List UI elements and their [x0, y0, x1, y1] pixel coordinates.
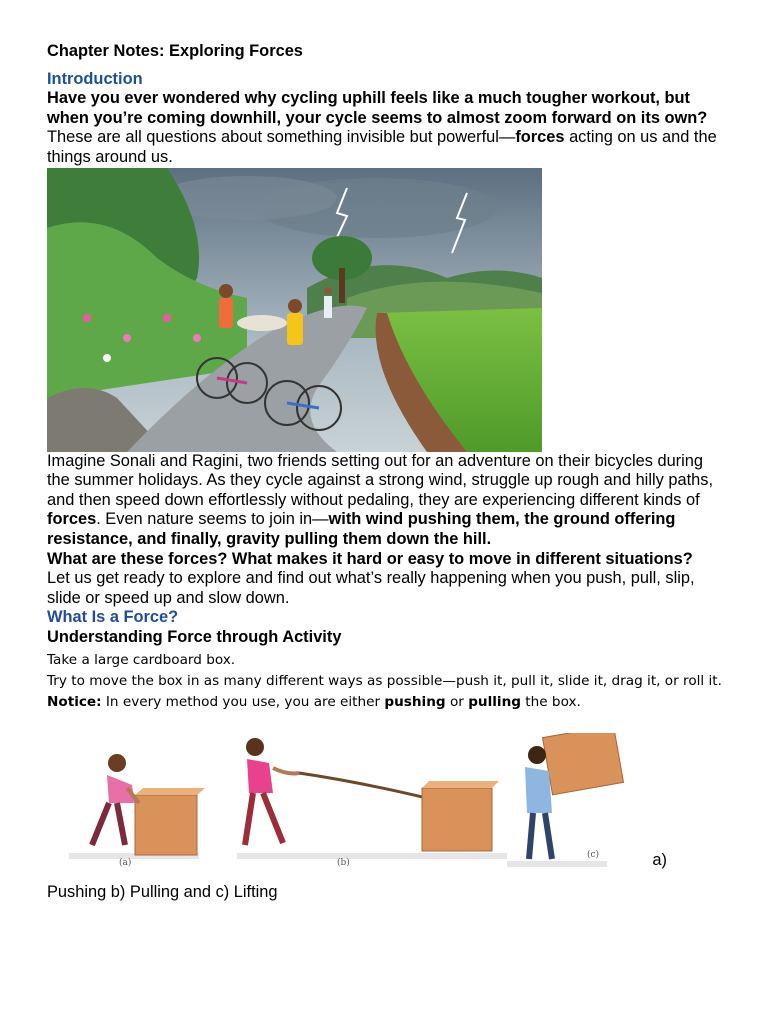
- story-forces-word: forces: [47, 510, 97, 529]
- activity-steps: [47, 650, 727, 713]
- force-figures: [47, 733, 727, 883]
- activity-notice: [47, 692, 727, 713]
- activity-step-2: Try to move the box in as many different ways as possible—push it, pull it, slide it, drag it, or roll it.: [47, 672, 722, 689]
- notice-text-1: In every method you use, you are either: [101, 693, 385, 710]
- story-text-2: . Even nature seems to join in—: [96, 510, 329, 529]
- figure-label-b: (b): [337, 857, 350, 868]
- activity-heading: Understanding Force through Activity: [47, 627, 342, 646]
- lifting-figure: [507, 733, 623, 867]
- what-is-force-heading: What Is a Force?: [47, 608, 179, 627]
- story-question: What are these forces? What makes it hard or easy to move in different situations?: [47, 549, 693, 568]
- intro-text-1: These are all questions about something invisible but powerful—: [47, 128, 516, 147]
- cycling-scene-image: [47, 168, 542, 452]
- story-text-1: Imagine Sonali and Ragini, two friends setting out for an adventure on their bicycles during the summer holidays. As they cycle against a strong wind, struggle up rough and hilly paths, and then speed down effortlessly without pedaling, they are experiencing different kinds of: [47, 451, 714, 509]
- introduction-heading: Introduction: [47, 69, 143, 88]
- cycling-illustration: [47, 168, 542, 452]
- notice-text-2: the box.: [520, 693, 581, 710]
- story-paragraph: [47, 452, 727, 550]
- intro-text-2: acting on us and the things around us.: [47, 128, 717, 166]
- intro-forces-word: forces: [515, 128, 565, 147]
- notice-or: or: [445, 693, 469, 710]
- push-pull-lift-illustration: [47, 733, 647, 883]
- intro-question: Have you ever wondered why cycling uphill feels like a much tougher workout, but when you’re coming downhill, your cycle seems to almost zoom forward on its own?: [47, 89, 708, 127]
- activity-step-1: Take a large cardboard box.: [47, 651, 236, 668]
- notice-pulling-word: pulling: [468, 693, 521, 710]
- caption-start: a): [652, 850, 667, 869]
- story-bold-tail: with wind pushing them, the ground offering resistance, and finally, gravity pulling them down the hill.: [47, 510, 676, 548]
- document-page: [47, 42, 727, 902]
- pulling-figure: [237, 738, 507, 868]
- figure-caption: Pushing b) Pulling and c) Lifting: [47, 882, 278, 901]
- figure-label-c: (c): [587, 849, 600, 860]
- pushing-figure: [69, 754, 205, 868]
- intro-paragraph: [47, 89, 727, 167]
- chapter-title: Chapter Notes: Exploring Forces: [47, 42, 303, 60]
- notice-label: Notice:: [47, 693, 102, 710]
- notice-pushing-word: pushing: [384, 693, 446, 710]
- figure-label-a: (a): [119, 857, 132, 868]
- story-closing: Let us get ready to explore and find out what’s really happening when you push, pull, slip, slide or speed up and slow down.: [47, 569, 695, 607]
